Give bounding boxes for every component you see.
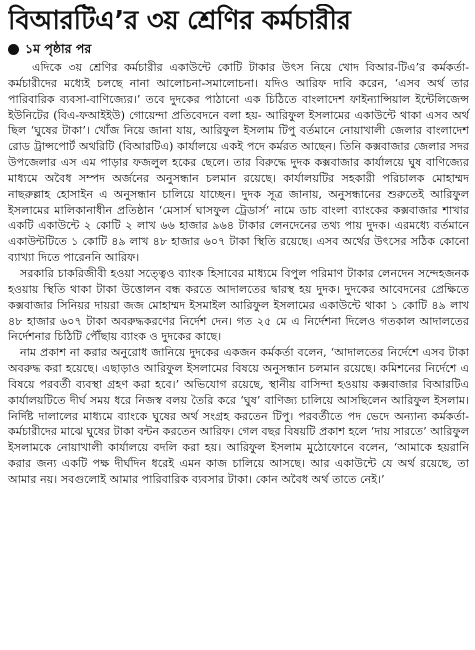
article-body bbox=[8, 60, 469, 488]
article-paragraph-1: এদিকে ৩য় শ্রেণির কর্মচারীর একাউন্টে কোটি টাকার উৎস নিয়ে খোদ বিআর-টিএ’র কর্মকর্তা-কর্মচারীদের মধ্যেই চলছে নানা আলোচনা-সমালোচনা। যদিও আরিফ দাবি করেন, ‘এসব অর্থ তার পারিবারিক ব্যবসা-বাণিজ্যের।’ তবে দুদকের পাঠানো এক চিঠিতে বাংলাদেশ ফাইন্যান্সিয়াল ইন্টেলিজেন্স ইউনিটের (বিএ-ফআইইউ) গোয়েন্দা প্রতিবেদনে বলা হয়- আরিফুল ইসলামের একাউন্টে থাকা এসব অর্থ ছিল ‘ঘুষের টাকা’। খোঁজ নিয়ে জানা যায়, আরিফুল ইসলাম টিপু বর্তমানে নোয়াখালী জেলার বাংলাদেশ রোড ট্রান্সপোর্ট অথরিটি (বিআরটিএ) কার্যালয়ে একই পদে কর্মরত আছেন। তিনি কক্সবাজার জেলার সদর উপজেলার এস এম পাড়ার ফজলুল হকের ছেলে। তার বিরুদ্ধে দুদক কক্সবাজার কার্যালয়ে ঘুষ বাণিজ্যের মাধ্যমে অবৈধ সম্পদ অর্জনের অনুসন্ধান চলমান রয়েছে। কার্যালয়টির সহকারী পরিচালক মোহাম্মদ নাছরুল্লাহ হোসাইন এ অনুসন্ধান চালিয়ে যাচ্ছেন। দুদক সূত্র জানায়, অনুসন্ধানের শুরুতেই আরিফুল ইসলামের মালিকানাধীন প্রতিষ্ঠান ‘মেসার্স ঘাসফুল ট্রেডার্স’ নামে ডাচ বাংলা ব্যাংকের কক্সবাজার শাখার একটি একাউন্টে ২ কোটি ২ লাখ ৬৬ হাজার ৯৬৪ টাকার লেনদেনের তথ্য পায় দুদক। এরমধ্যে বর্তমানে একাউন্টটিতে ১ কোটি ৪৯ লাখ ৪৮ হাজার ৬০৭ টাকা স্থিতি রয়েছে। এসব অর্থের উৎসের সঠিক কোনো ব্যাখ্যা দিতে পারেননি আরিফ। bbox=[8, 61, 469, 265]
article-paragraph-2: সরকারি চাকরিজীবী হওয়া সত্ত্বেও ব্যাংক হিসাবের মাধ্যমে বিপুল পরিমাণ টাকার লেনদেন সন্দেহজনক হওয়ায় স্থিতি থাকা টাকা উত্তোলন বন্ধ করতে আদালতের দ্বারস্থ হয় দুদক। দুদকের আবেদনের প্রেক্ষিতে কক্সবাজার সিনিয়র দায়রা জজ মোহাম্মদ ইসমাইল আরিফুল ইসলামের একাউন্টে থাকা ১ কোটি ৪৯ লাখ ৪৮ হাজার ৬০৭ টাকা অবরুদ্ধকরণের নির্দেশ দেন। গত ২৫ মে এ নির্দেশনা দিলেও গতকাল আদালতের নির্দেশনার চিঠিটি পৌঁছায় ব্যাংক ও দুদকের কাছে। bbox=[8, 266, 469, 344]
bullet-icon bbox=[8, 44, 19, 55]
continuation-label: ১ম পৃষ্ঠার পর bbox=[25, 41, 92, 56]
continuation-marker bbox=[8, 40, 469, 58]
article-headline: বিআরটিএ’র ৩য় শ্রেণির কর্মচারীর bbox=[8, 6, 351, 36]
article-paragraph-3: নাম প্রকাশ না করার অনুরোধ জানিয়ে দুদকের একজন কর্মকর্তা বলেন, ‘আদালতের নির্দেশে এসব টাকা অবরুদ্ধ করা হয়েছে। এছাড়াও আরিফুল ইসলামের বিষয়ে অনুসন্ধান চলমান রয়েছে। কমিশনের নির্দেশে এ বিষয়ে পরবর্তী ব্যবস্থা গ্রহণ করা হবে।’ অভিযোগ রয়েছে, স্থানীয় বাসিন্দা হওয়ায় কক্সবাজার বিআরটিএ কার্যালয়টিতে দীর্ঘ সময় ধরে নিজস্ব বলয় তৈরি করে ‘ঘুষ’ বাণিজ্য চালিয়ে আসছিলেন আরিফুল ইসলাম। নির্দিষ্ট দালালের মাধ্যমে ব্যাংকে ঘুষের অর্থ সংগ্রহ করতেন টিপু। পরবর্তীতে পদ ভেদে অন্যান্য কর্মকর্তা-কর্মচারীদের মাঝে ঘুষের টাকা বন্টন করতেন আরিফ। গেল বছর বিষয়টি প্রকাশ হলে ‘দায় সারতে’ আরিফুল ইসলামকে নোয়াখালী কার্যালয়ে বদলি করা হয়। আরিফুল ইসলাম মুঠোফোনে বলেন, ‘আমাকে হয়রানি করার জন্য একটি পক্ষ দীর্ঘদিন ধরেই এমন কাজ চালিয়ে আসছে। আর একাউন্টে যে অর্থ রয়েছে, তা আমার নয়। সবগুলোই আমার পারিবারিক ব্যবসার টাকা। কোন অবৈধ অর্থ তাতে নেই।’ bbox=[8, 346, 469, 486]
